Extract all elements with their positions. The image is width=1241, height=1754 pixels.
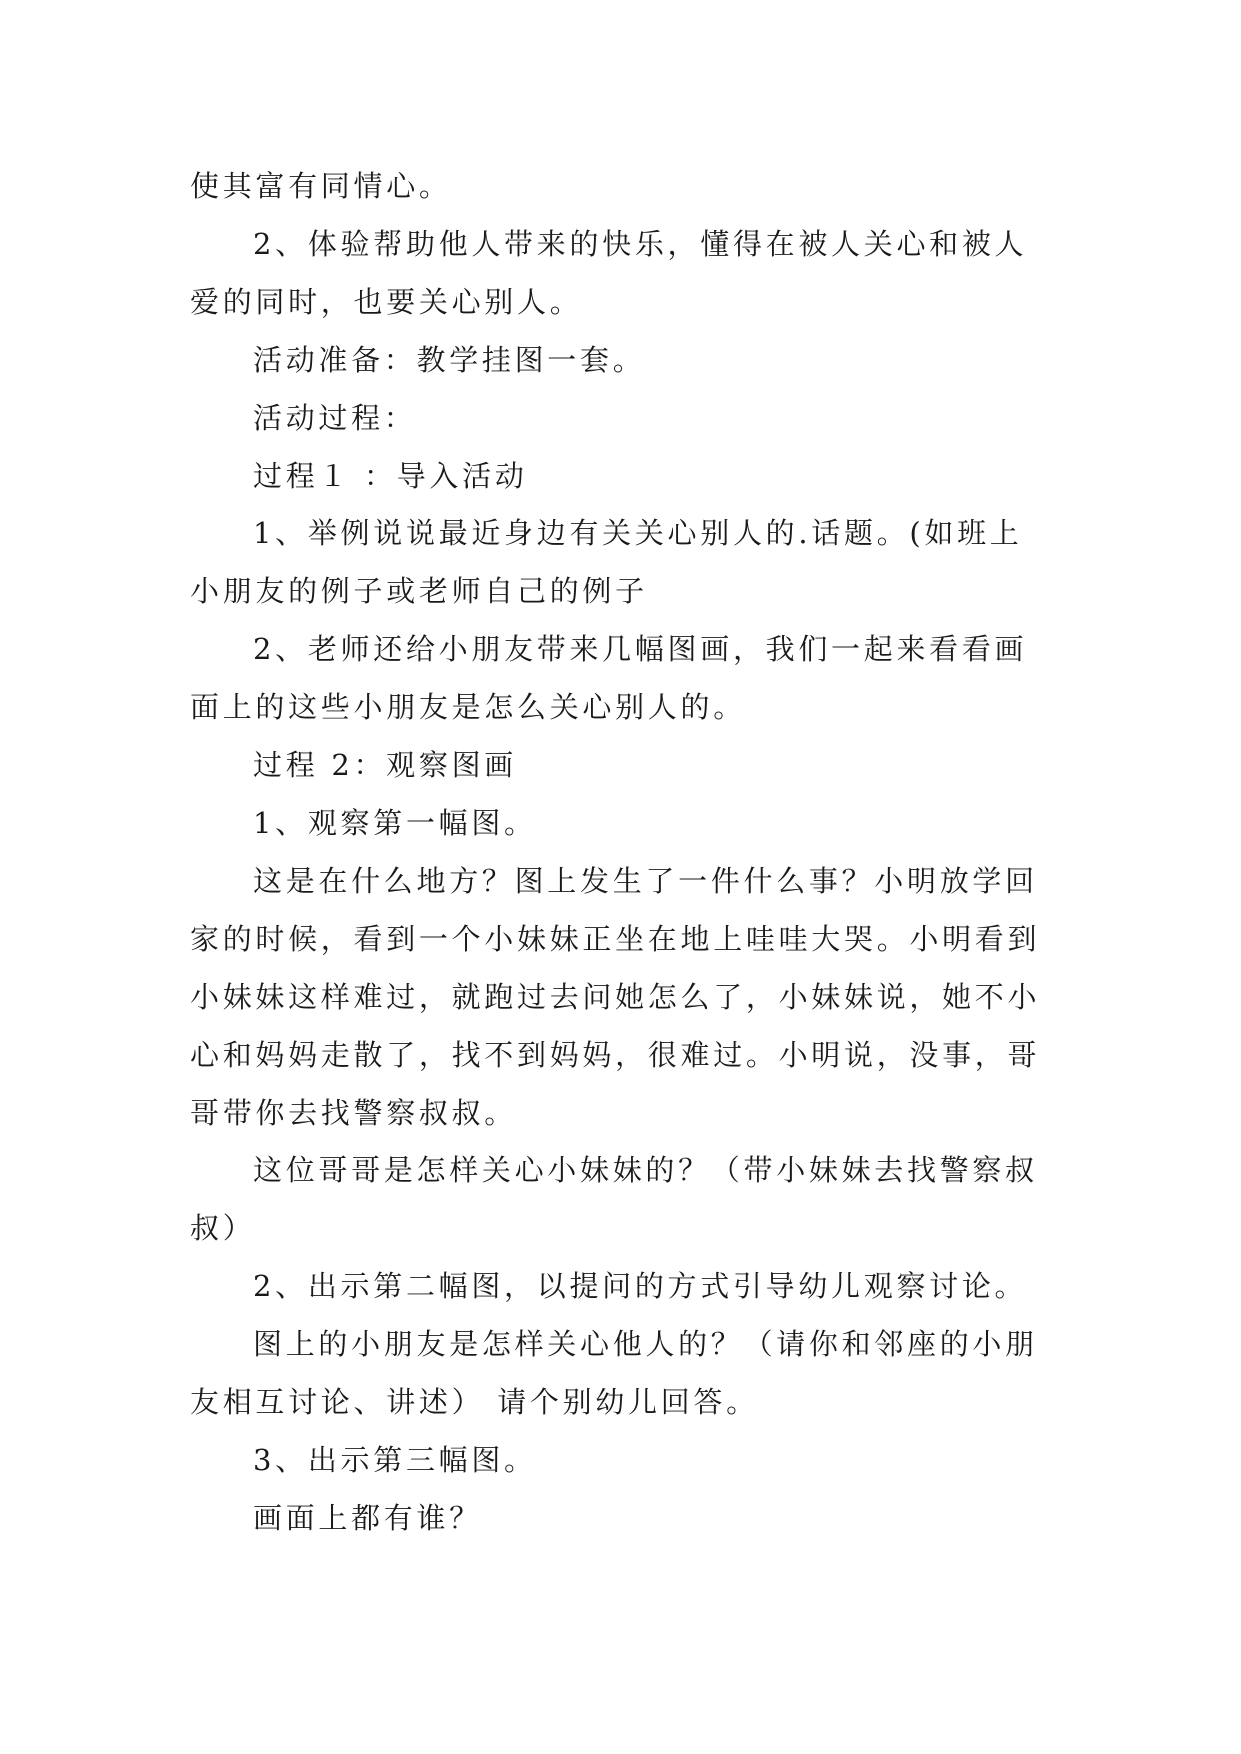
paragraph-6: 1、举例说说最近身边有关关心别人的.话题。(如班上小朋友的例子或老师自己的例子 — [190, 516, 1023, 609]
paragraph-12: 2、出示第二幅图，以提问的方式引导幼儿观察讨论。 — [253, 1269, 1028, 1304]
paragraph-3: 活动准备：教学挂图一套。 — [253, 342, 646, 377]
paragraph-11: 这位哥哥是怎样关心小妹妹的？（带小妹妹去找警察叔叔） — [190, 1153, 1038, 1246]
paragraph-4: 活动过程： — [253, 400, 417, 435]
paragraph-14: 3、出示第三幅图。 — [253, 1442, 537, 1477]
paragraph-5: 过程１ ：导入活动 — [253, 458, 528, 493]
document-body — [190, 158, 1052, 1548]
paragraph-2: 2、体验帮助他人带来的快乐，懂得在被人关心和被人爱的同时，也要关心别人。 — [190, 226, 1028, 319]
paragraph-13: 图上的小朋友是怎样关心他人的？（请你和邻座的小朋友相互讨论、讲述） 请个别幼儿回答。 — [190, 1327, 1038, 1420]
paragraph-15: 画面上都有谁？ — [253, 1500, 482, 1535]
paragraph-10: 这是在什么地方？图上发生了一件什么事？小明放学回家的时候，看到一个小妹妹正坐在地上哇哇大哭。小明看到小妹妹这样难过，就跑过去问她怎么了，小妹妹说，她不小心和妈妈走散了，找不到妈妈，很难过。小明说，没事，哥哥带你去找警察叔叔。 — [190, 863, 1041, 1130]
paragraph-8: 过程 2：观察图画 — [253, 748, 517, 783]
paragraph-7: 2、老师还给小朋友带来几幅图画，我们一起来看看画面上的这些小朋友是怎么关心别人的。 — [190, 632, 1028, 725]
paragraph-9: 1、观察第一幅图。 — [253, 805, 537, 840]
paragraph-1: 使其富有同情心。 — [190, 169, 452, 203]
